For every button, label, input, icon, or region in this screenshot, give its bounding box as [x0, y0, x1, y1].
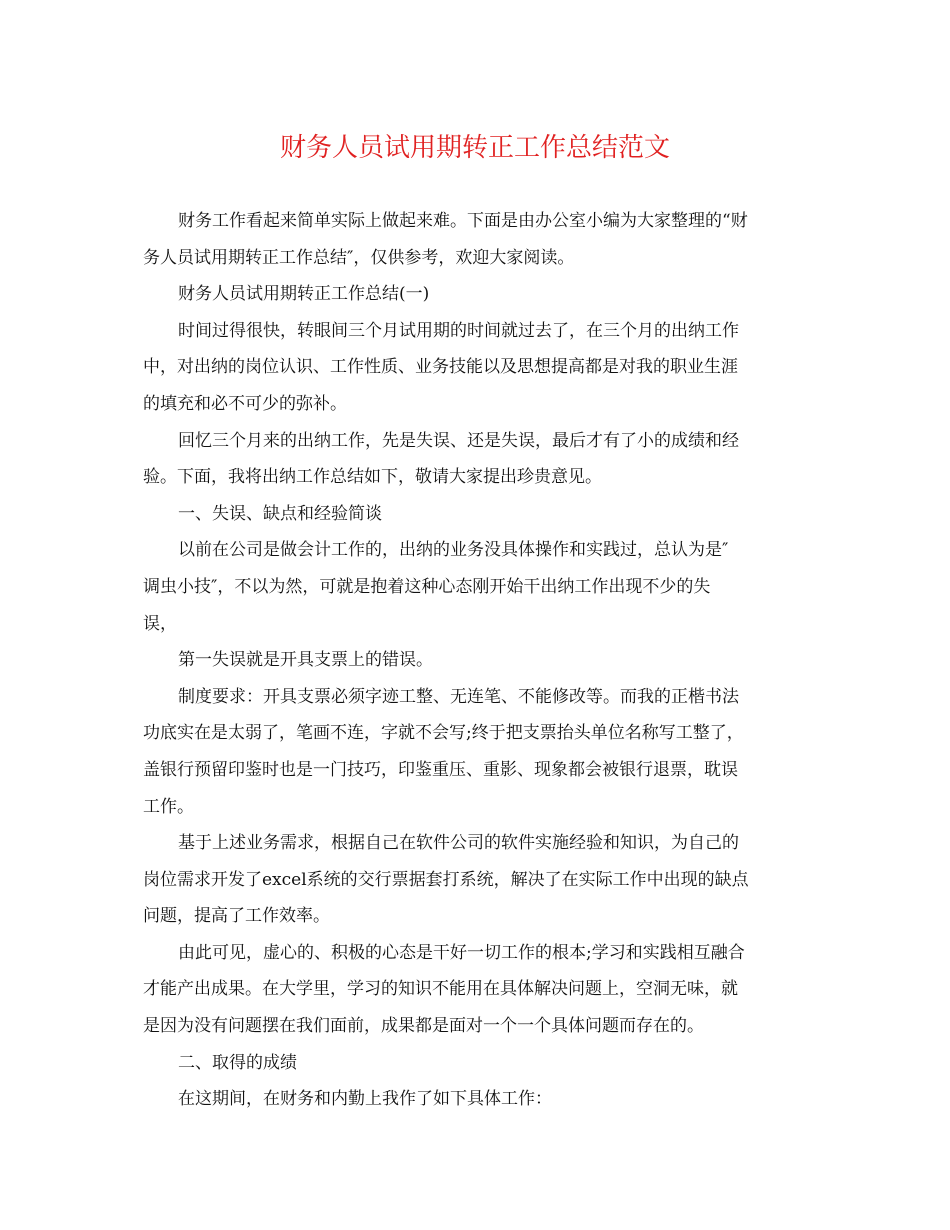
document-body: [143, 203, 809, 1118]
text-line: 由此可见，虚心的、积极的心态是干好一切工作的根本;学习和实践相互融合: [178, 942, 745, 963]
text-line: 误，: [143, 613, 177, 634]
text-line: 调虫小技″，不以为然，可就是抱着这种心态刚开始干出纳工作出现不少的失: [143, 576, 711, 597]
text-line: 的填充和必不可少的弥补。: [143, 393, 347, 414]
text-line: 财务人员试用期转正工作总结(一): [178, 284, 430, 305]
text-line: 财务工作看起来简单实际上做起来难。下面是由办公室小编为大家整理的“财: [178, 211, 748, 231]
section-heading: [143, 276, 809, 313]
text-line: 功底实在是太弱了，笔画不连，字就不会写;终于把支票抬头单位名称写工整了，: [143, 723, 744, 744]
text-line: 问题，提高了工作效率。: [143, 906, 330, 927]
paragraph: [143, 825, 809, 935]
text-line: 第一失误就是开具支票上的错误。: [178, 650, 433, 671]
paragraph: [143, 642, 809, 679]
paragraph: [143, 679, 809, 825]
text-line: 盖银行预留印鉴时也是一门技巧，印鉴重压、重影、现象都会被银行退票，耽误: [143, 759, 738, 780]
paragraph: [143, 313, 809, 423]
paragraph-intro: [143, 203, 809, 276]
text-line: 基于上述业务需求，根据自己在软件公司的软件实施经验和知识，为自己的: [178, 833, 739, 854]
text-line: 制度要求：开具支票必须字迹工整、无连笔、不能修改等。而我的正楷书法: [178, 686, 739, 707]
paragraph: [143, 532, 809, 642]
text-line: 是因为没有问题摆在我们面前，成果都是面对一个一个具体问题而存在的。: [143, 1016, 704, 1037]
text-line: 验。下面，我将出纳工作总结如下，敬请大家提出珍贵意见。: [143, 467, 602, 488]
paragraph: [143, 935, 809, 1045]
text-line: 一、失误、缺点和经验简谈: [178, 503, 382, 524]
text-line: 工作。: [143, 796, 194, 817]
paragraph: [143, 1081, 809, 1118]
text-line: 岗位需求开发了excel系统的交行票据套打系统，解决了在实际工作中出现的缺点: [143, 869, 749, 890]
text-line: 二、取得的成绩: [178, 1052, 297, 1073]
text-line: 才能产出成果。在大学里，学习的知识不能用在具体解决问题上，空洞无味，就: [143, 979, 738, 1000]
page-title: 财务人员试用期转正工作总结范文: [279, 133, 670, 163]
text-line: 在这期间，在财务和内勤上我作了如下具体工作：: [178, 1089, 552, 1110]
text-line: 回忆三个月来的出纳工作，先是失误、还是失误，最后才有了小的成绩和经: [178, 430, 739, 451]
text-line: 中，对出纳的岗位认识、工作性质、业务技能以及思想提高都是对我的职业生涯: [143, 357, 738, 378]
text-line: 时间过得很快，转眼间三个月试用期的时间就过去了，在三个月的出纳工作: [178, 320, 739, 341]
section-heading: [143, 1045, 809, 1082]
text-line: 以前在公司是做会计工作的，出纳的业务没具体操作和实践过，总认为是″: [178, 540, 729, 561]
paragraph: [143, 423, 809, 496]
text-line: 务人员试用期转正工作总结″，仅供参考，欢迎大家阅读。: [143, 247, 575, 268]
section-heading: [143, 496, 809, 533]
